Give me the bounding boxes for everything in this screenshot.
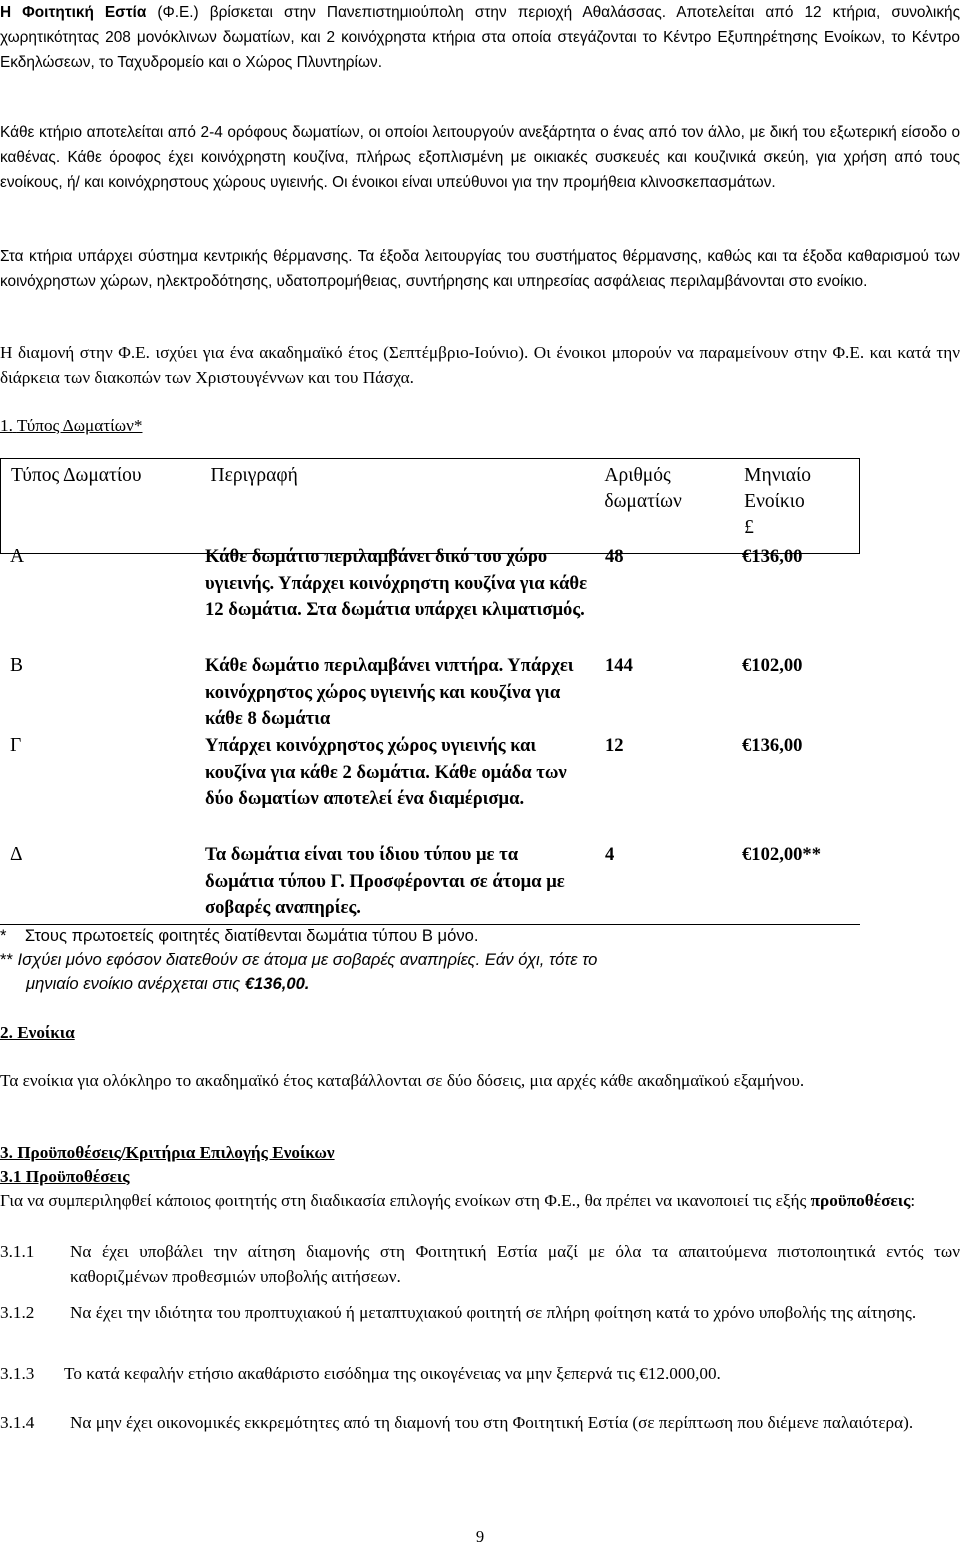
row-count: 12 bbox=[605, 735, 624, 756]
section1-heading bbox=[0, 413, 960, 438]
row-type: Β bbox=[10, 655, 24, 676]
section1-number: 1. bbox=[0, 416, 13, 435]
row-count: 48 bbox=[605, 546, 624, 567]
item-text: Να έχει υποβάλει την αίτηση διαμονής στη Φοιτητική Εστία μαζί με όλα τα απαιτούμενα πιστοποιητικά εντός των καθοριζμένων προθεσμιών υποβολής αιτήσεων. bbox=[70, 1242, 960, 1286]
header-rent bbox=[744, 459, 859, 554]
item-text: Να μην έχει οικονομικές εκκρεμότητες από τη διαμονή του στη Φοιτητική Εστία (σε περίπτωση που διέμενε παλαιότερα). bbox=[70, 1413, 914, 1432]
table-header-row bbox=[1, 459, 860, 554]
row-rent: €102,00 bbox=[742, 655, 803, 676]
header-description: Περιγραφή bbox=[211, 459, 605, 554]
intro-bold: προϋποθέσεις bbox=[810, 1191, 911, 1210]
floors-paragraph: Κάθε κτήριο αποτελείται από 2-4 ορόφους δωματίων, οι οποίοι λειτουργούν ανεξάρτητα ο ένας από τον άλλο, με δική του εξωτερική είσοδο ο καθένας. Κάθε όροφος έχει κοινόχρηστη κουζίνα, πλήρως εξοπλισμένη με οικιακές συσκευές και κουζινικά σκεύη, για χρήση από τους ενοίκους, ή/ και κοινόχρηστους χώρους υγιεινής. Οι ένοικοι είναι υπεύθυνοι για την προμήθεια κλινοσκεπασμάτων. bbox=[0, 124, 960, 191]
section2-text: Τα ενοίκια για ολόκληρο το ακαδημαϊκό έτος καταβάλλονται σε δύο δόσεις, μια αρχές κάθε ακαδημαϊκού εξαμήνου. bbox=[0, 1071, 805, 1090]
section3-heading: 3. Προϋποθέσεις/Κριτήρια Επιλογής Ενοίκων bbox=[0, 1143, 335, 1162]
intro-text: Για να συμπεριληφθεί κάποιος φοιτητής στη διαδικασία επιλογής ενοίκων στη Φ.Ε., θα πρέπει να ικανοποιεί τις εξής bbox=[0, 1191, 811, 1210]
section3-1-intro bbox=[0, 1188, 960, 1213]
intro-paragraph bbox=[0, 0, 960, 75]
table-row bbox=[0, 653, 860, 733]
note-first-year: * Στους πρωτοετείς φοιτητές διατίθενται δωμάτια τύπου Β μόνο. bbox=[0, 926, 479, 945]
section1-title: Τύπος Δωματίων* bbox=[16, 416, 143, 435]
header-count-line1: Αριθμός bbox=[604, 465, 671, 486]
section2-heading: 2. Ενοίκια bbox=[0, 1023, 75, 1042]
item-number: 3.1.2 bbox=[0, 1303, 35, 1322]
note2-marker: ** bbox=[0, 950, 18, 969]
intro-rest: (Φ.Ε.) βρίσκεται στην Πανεπιστημιούπολη στην περιοχή Αθαλάσσας. Αποτελείται από 12 κτήρια, συνολικής χωρητικότητας 208 μονόκλινων δωματίων, και 2 κοινόχρηστα κτήρια στα οποία στεγάζονται το Κέντρο Εξυπηρέτησης Ενοίκων, το Κέντρο Εκδηλώσεων, το Ταχυδρομείο και ο Χώρος Πλυντηρίων. bbox=[0, 4, 960, 71]
heating-paragraph: Στα κτήρια υπάρχει σύστημα κεντρικής θέρμανσης. Τα έξοδα λειτουργίας του συστήματος θέρμανσης, καθώς και τα έξοδα καθαρισμού των κοινόχρηστων χώρων, ηλεκτροδότησης, υδατοπρομήθειας, συντήρησης και υπηρεσίας ασφάλειας περιλαμβάνονται στο ενοίκιο. bbox=[0, 248, 960, 290]
item-text: Να έχει την ιδιότητα του προπτυχιακού ή μεταπτυχιακού φοιτητή σε πλήρη φοίτηση κατά το χρόνο υποβολής της αίτησης. bbox=[70, 1303, 917, 1322]
note-disability-line2 bbox=[0, 972, 597, 996]
table-row bbox=[0, 544, 860, 653]
row-description: Τα δωμάτια είναι του ίδιου τύπου με τα δωμάτια τύπου Γ. Προσφέρονται σε άτομα με σοβαρές αναπηρίες. bbox=[205, 844, 565, 918]
header-rent-line1: Μηνιαίο bbox=[744, 465, 811, 486]
row-rent: €102,00** bbox=[742, 844, 822, 865]
note2-amount: €136,00. bbox=[244, 974, 310, 993]
table-notes bbox=[0, 924, 597, 996]
item-number: 3.1.1 bbox=[0, 1242, 35, 1261]
row-description: Υπάρχει κοινόχρηστος χώρος υγιεινής και κουζίνα για κάθε 2 δωμάτια. Κάθε ομάδα των δύο δωματίων αποτελεί ένα διαμέρισμα. bbox=[205, 735, 567, 809]
row-count: 4 bbox=[605, 844, 615, 865]
header-count bbox=[604, 459, 744, 554]
row-type: Δ bbox=[10, 844, 23, 865]
item-text: Το κατά κεφαλήν ετήσιο ακαθάριστο εισόδημα της οικογένειας να μην ξεπερνά τις €12.000,00. bbox=[64, 1364, 721, 1383]
item-number: 3.1.4 bbox=[0, 1413, 35, 1432]
room-types-table bbox=[0, 458, 860, 554]
row-rent: €136,00 bbox=[742, 735, 803, 756]
row-description: Κάθε δωμάτιο περιλαμβάνει νιπτήρα. Υπάρχει κοινόχρηστος χώρος υγιεινής και κουζίνα για κάθε 8 δωμάτια bbox=[205, 655, 574, 729]
row-rent: €136,00 bbox=[742, 546, 803, 567]
intro-lead: Η Φοιτητική Εστία bbox=[0, 4, 147, 21]
note-disability bbox=[0, 948, 597, 972]
header-type: Τύπος Δωματίου bbox=[1, 459, 211, 554]
section3-1-heading: 3.1 Προϋποθέσεις bbox=[0, 1167, 130, 1186]
header-count-line2: δωματίων bbox=[604, 491, 682, 512]
item-number: 3.1.3 bbox=[0, 1364, 35, 1383]
intro-end: : bbox=[910, 1191, 916, 1210]
row-type: Α bbox=[10, 546, 25, 567]
table-body bbox=[0, 544, 860, 925]
row-description: Κάθε δωμάτιο περιλαμβάνει δικό του χώρο υγιεινής. Υπάρχει κοινόχρηστη κουζίνα για κάθε 12 δωμάτια. Στα δωμάτια υπάρχει κλιματισμός. bbox=[205, 546, 588, 620]
row-type: Γ bbox=[10, 735, 22, 756]
note2-line2: μηνιαίο ενοίκιο ανέρχεται στις bbox=[26, 974, 245, 993]
row-count: 144 bbox=[605, 655, 633, 676]
table-row bbox=[0, 733, 860, 842]
stay-paragraph: Η διαμονή στην Φ.Ε. ισχύει για ένα ακαδημαϊκό έτος (Σεπτέμβριο-Ιούνιο). Οι ένοικοι μπορούν να παραμείνουν στην Φ.Ε. και κατά την διάρκεια των διακοπών των Χριστουγέννων και του Πάσχα. bbox=[0, 343, 960, 387]
header-rent-line3: £ bbox=[744, 517, 754, 538]
note2-text: Ισχύει μόνο εφόσον διατεθούν σε άτομα με σοβαρές αναπηρίες. Εάν όχι, τότε το bbox=[17, 950, 598, 969]
table-row bbox=[0, 842, 860, 925]
header-rent-line2: Ενοίκιο bbox=[744, 491, 805, 512]
page-number: 9 bbox=[475, 1527, 485, 1546]
